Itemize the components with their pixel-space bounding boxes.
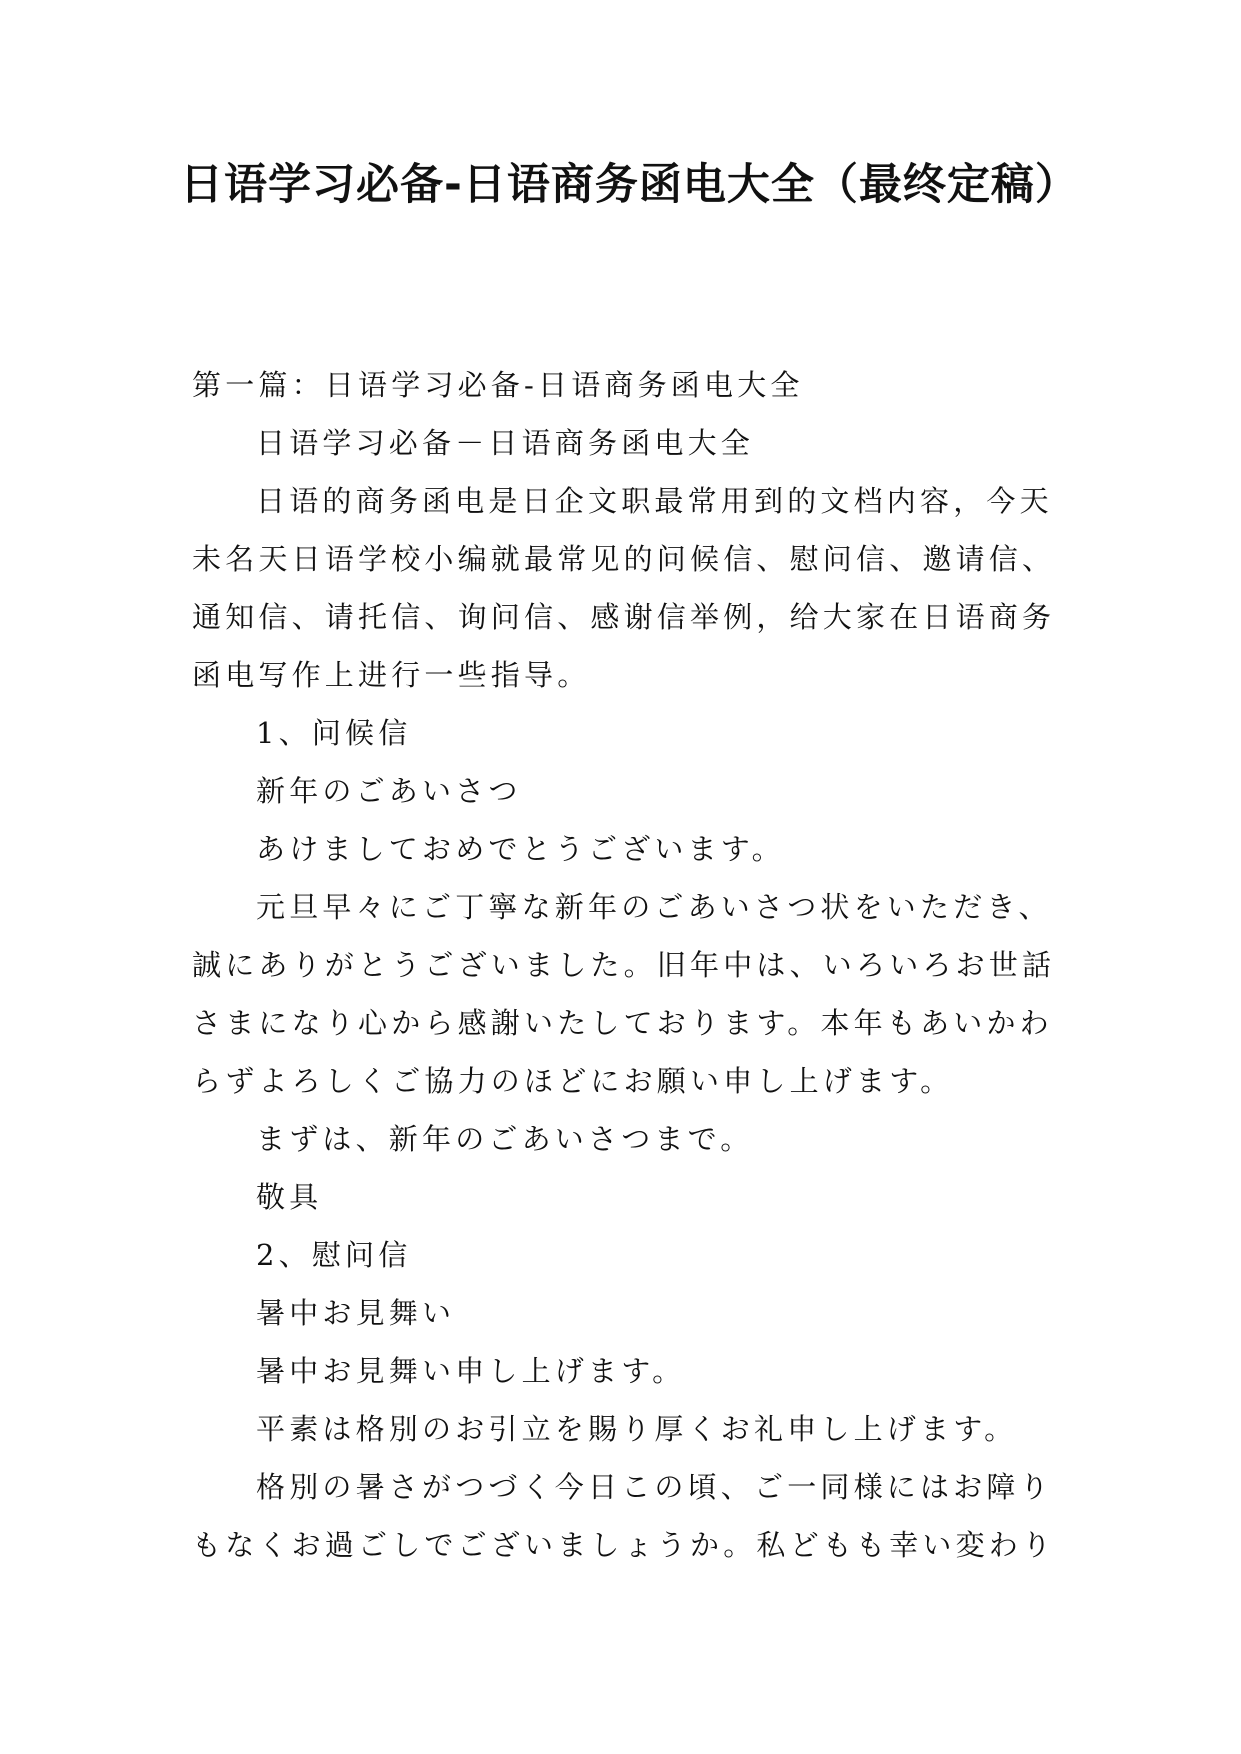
document-title: 日语学习必备-日语商务函电大全（最终定稿）	[180, 160, 1079, 210]
letter-line: 平素は格別のお引立を賜り厚くお礼申し上げます。	[256, 1412, 1018, 1446]
intro-paragraph: 日语的商务函电是日企文职最常用到的文档内容，今天未名天日语学校小编就最常见的问候信、慰问信、邀请信、通知信、请托信、询问信、感谢信举例，给大家在日语商务函电写作上进行一些指导。	[192, 484, 1056, 692]
letter-paragraph: 格別の暑さがつづく今日この頃、ご一同様にはお障りもなくお過ごしでございましょうか。私どもも幸い変わり	[192, 1470, 1056, 1562]
letter-line: まずは、新年のごあいさつまで。	[256, 1122, 754, 1156]
letter-subject: 暑中お見舞い	[256, 1296, 456, 1330]
letter-line: 暑中お見舞い申し上げます。	[256, 1354, 686, 1388]
letter-paragraph: 元旦早々にご丁寧な新年のごあいさつ状をいただき、誠にありがとうございました。旧年中は、いろいろお世話さまになり心から感謝いたしております。本年もあいかわらずよろしくご協力のほどにお願い申し上げます。	[192, 890, 1056, 1098]
letter-closing: 敬具	[256, 1180, 323, 1214]
document-body	[192, 356, 1064, 1574]
section-heading: 第一篇：日语学习必备-日语商务函电大全	[192, 368, 804, 402]
item-heading-condolence-letter: 2、慰问信	[256, 1238, 412, 1272]
letter-line: あけましておめでとうございます。	[256, 832, 785, 866]
item-heading-greeting-letter: 1、问候信	[256, 716, 412, 750]
letter-subject: 新年のごあいさつ	[256, 774, 522, 808]
subtitle-paragraph: 日语学习必备－日语商务函电大全	[256, 426, 755, 460]
